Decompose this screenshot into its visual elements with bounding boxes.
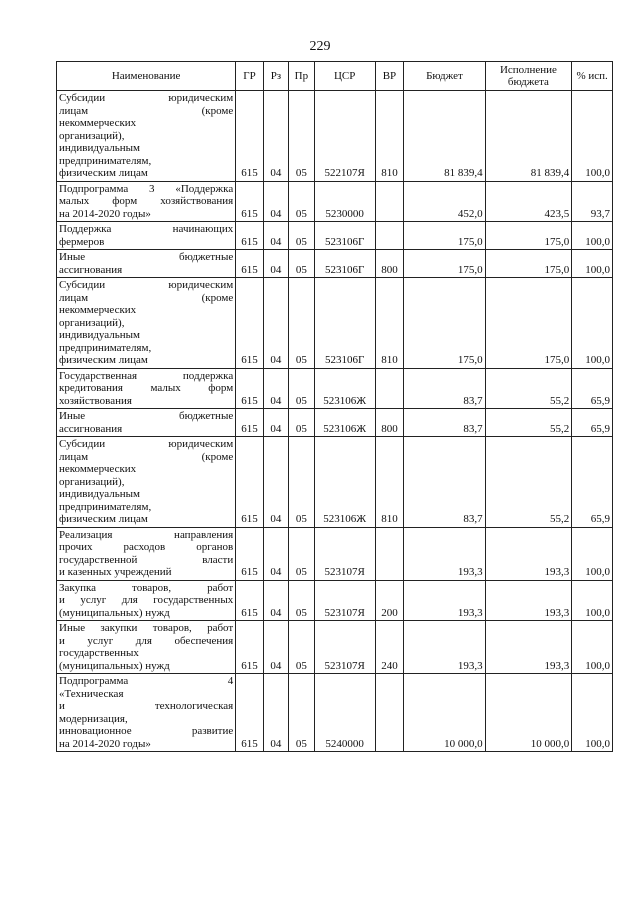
table-row [57, 527, 613, 580]
header-rz: Рз [263, 62, 288, 91]
row-name-line: предпринимателям, [59, 341, 152, 354]
cell-percent: 65,9 [572, 409, 613, 437]
cell-execution: 193,3 [485, 580, 572, 621]
cell-rz: 04 [263, 278, 288, 369]
cell-csr: 523106Ж [314, 409, 375, 437]
row-name-line: предпринимателям, [59, 154, 152, 167]
cell-gr: 615 [236, 437, 263, 528]
table-row [57, 181, 613, 222]
cell-execution: 193,3 [485, 621, 572, 674]
cell-percent: 100,0 [572, 621, 613, 674]
cell-pr: 05 [289, 181, 314, 222]
cell-pr: 05 [289, 409, 314, 437]
cell-rz: 04 [263, 222, 288, 250]
row-name-line: малых форм хозяйствования [59, 195, 234, 207]
cell-percent: 93,7 [572, 181, 613, 222]
header-gr: ГР [236, 62, 263, 91]
header-vr: ВР [375, 62, 404, 91]
table-row [57, 621, 613, 674]
row-name [57, 368, 236, 409]
cell-percent: 100,0 [572, 250, 613, 278]
cell-vr [375, 368, 404, 409]
row-name-line: государственных [59, 647, 139, 659]
header-csr: ЦСР [314, 62, 375, 91]
row-name [57, 278, 236, 369]
cell-execution: 423,5 [485, 181, 572, 222]
cell-rz: 04 [263, 527, 288, 580]
cell-csr: 523106Г [314, 250, 375, 278]
row-name-line: и казенных учреждений [59, 566, 172, 578]
row-name-line: Субсидии юридическим [59, 279, 234, 291]
cell-gr: 615 [236, 222, 263, 250]
cell-rz: 04 [263, 674, 288, 752]
cell-pr: 05 [289, 222, 314, 250]
cell-rz: 04 [263, 368, 288, 409]
cell-csr: 5230000 [314, 181, 375, 222]
row-name-line: индивидуальным [59, 329, 141, 341]
cell-budget: 81 839,4 [404, 91, 485, 182]
cell-pr: 05 [289, 91, 314, 182]
row-name-line: ассигнования [59, 422, 123, 435]
table-row [57, 674, 613, 752]
cell-execution: 175,0 [485, 278, 572, 369]
row-name-line: Подпрограмма 4 [59, 675, 234, 687]
cell-gr: 615 [236, 580, 263, 621]
table-row [57, 409, 613, 437]
table-row [57, 222, 613, 250]
row-name [57, 437, 236, 528]
cell-percent: 65,9 [572, 437, 613, 528]
cell-percent: 100,0 [572, 222, 613, 250]
row-name-line: модернизация, [59, 712, 128, 725]
header-budget: Бюджет [404, 62, 485, 91]
row-name-line: физическим лицам [59, 354, 148, 366]
row-name-line: Поддержка начинающих [59, 223, 234, 235]
cell-csr: 5240000 [314, 674, 375, 752]
cell-budget: 175,0 [404, 278, 485, 369]
cell-pr: 05 [289, 674, 314, 752]
table-row [57, 250, 613, 278]
row-name-line: и услуг для государственных [59, 594, 234, 606]
table-header-row [57, 62, 613, 91]
cell-budget: 193,3 [404, 580, 485, 621]
cell-vr [375, 181, 404, 222]
cell-budget: 452,0 [404, 181, 485, 222]
row-name-line: некоммерческих [59, 304, 137, 316]
cell-vr: 800 [375, 409, 404, 437]
cell-gr: 615 [236, 250, 263, 278]
cell-csr: 523106Г [314, 222, 375, 250]
cell-gr: 615 [236, 527, 263, 580]
cell-budget: 193,3 [404, 621, 485, 674]
cell-budget: 10 000,0 [404, 674, 485, 752]
header-percent: % исп. [572, 62, 613, 91]
row-name-line: Подпрограмма 3 «Поддержка [59, 182, 234, 195]
header-pr: Пр [289, 62, 314, 91]
page-number: 229 [309, 39, 331, 54]
cell-pr: 05 [289, 621, 314, 674]
row-name-line: Субсидии юридическим [59, 438, 234, 450]
row-name [57, 181, 236, 222]
row-name [57, 527, 236, 580]
row-name-line: предпринимателям, [59, 500, 152, 513]
cell-rz: 04 [263, 621, 288, 674]
row-name-line: лицам (кроме [59, 291, 234, 304]
row-name-line: Реализация направления [59, 528, 234, 541]
cell-vr: 810 [375, 278, 404, 369]
cell-execution: 55,2 [485, 437, 572, 528]
row-name-line: индивидуальным [59, 488, 141, 500]
cell-pr: 05 [289, 527, 314, 580]
cell-csr: 523106Ж [314, 437, 375, 528]
row-name-line: «Техническая [59, 687, 124, 700]
cell-gr: 615 [236, 278, 263, 369]
cell-rz: 04 [263, 91, 288, 182]
row-name-line: инновационное развитие [59, 725, 234, 737]
cell-gr: 615 [236, 181, 263, 222]
cell-pr: 05 [289, 580, 314, 621]
cell-execution: 193,3 [485, 527, 572, 580]
row-name [57, 222, 236, 250]
row-name [57, 580, 236, 621]
cell-pr: 05 [289, 368, 314, 409]
cell-vr: 240 [375, 621, 404, 674]
row-name-line: на 2014-2020 годы» [59, 207, 151, 220]
row-name [57, 674, 236, 752]
row-name-line: кредитования малых форм [59, 382, 234, 394]
row-name-line: Закупка товаров, работ [59, 581, 234, 594]
cell-rz: 04 [263, 250, 288, 278]
row-name-line: ассигнования [59, 263, 123, 276]
row-name-line: Иные закупки товаров, работ [59, 622, 234, 634]
cell-vr: 200 [375, 580, 404, 621]
cell-budget: 83,7 [404, 437, 485, 528]
table-row [57, 580, 613, 621]
row-name-line: (муниципальных) нужд [59, 606, 170, 619]
cell-execution: 55,2 [485, 368, 572, 409]
cell-budget: 193,3 [404, 527, 485, 580]
cell-percent: 100,0 [572, 278, 613, 369]
cell-rz: 04 [263, 437, 288, 528]
row-name-line: физическим лицам [59, 167, 148, 179]
row-name-line: Государственная поддержка [59, 369, 234, 382]
row-name-line: организаций), [59, 475, 125, 488]
cell-csr: 523106Ж [314, 368, 375, 409]
cell-pr: 05 [289, 250, 314, 278]
row-name-line: Иные бюджетные [59, 410, 234, 422]
row-name-line: индивидуальным [59, 142, 141, 154]
table-row [57, 278, 613, 369]
cell-execution: 10 000,0 [485, 674, 572, 752]
row-name-line: на 2014-2020 годы» [59, 737, 151, 750]
table-row [57, 368, 613, 409]
row-name-line: и технологическая [59, 700, 234, 712]
cell-execution: 175,0 [485, 222, 572, 250]
cell-pr: 05 [289, 437, 314, 528]
cell-vr [375, 527, 404, 580]
cell-percent: 100,0 [572, 91, 613, 182]
cell-budget: 83,7 [404, 409, 485, 437]
cell-gr: 615 [236, 368, 263, 409]
row-name-line: лицам (кроме [59, 104, 234, 117]
row-name-line: лицам (кроме [59, 450, 234, 463]
cell-pr: 05 [289, 278, 314, 369]
cell-csr: 523106Г [314, 278, 375, 369]
cell-execution: 81 839,4 [485, 91, 572, 182]
cell-vr [375, 222, 404, 250]
row-name-line: некоммерческих [59, 463, 137, 475]
row-name [57, 621, 236, 674]
row-name-line: Субсидии юридическим [59, 92, 234, 104]
cell-execution: 55,2 [485, 409, 572, 437]
cell-rz: 04 [263, 181, 288, 222]
row-name [57, 409, 236, 437]
cell-percent: 100,0 [572, 674, 613, 752]
cell-percent: 100,0 [572, 580, 613, 621]
row-name-line: прочих расходов органов [59, 541, 234, 553]
cell-budget: 175,0 [404, 250, 485, 278]
cell-percent: 65,9 [572, 368, 613, 409]
cell-rz: 04 [263, 409, 288, 437]
row-name-line: фермеров [59, 235, 105, 248]
cell-csr: 523107Я [314, 580, 375, 621]
row-name-line: хозяйствования [59, 394, 132, 407]
cell-csr: 522107Я [314, 91, 375, 182]
header-execution: Исполнение бюджета [485, 62, 572, 91]
cell-gr: 615 [236, 674, 263, 752]
cell-vr [375, 674, 404, 752]
cell-csr: 523107Я [314, 527, 375, 580]
table-body [57, 91, 613, 752]
cell-rz: 04 [263, 580, 288, 621]
cell-vr: 800 [375, 250, 404, 278]
row-name [57, 250, 236, 278]
cell-gr: 615 [236, 91, 263, 182]
row-name [57, 91, 236, 182]
cell-percent: 100,0 [572, 527, 613, 580]
cell-vr: 810 [375, 437, 404, 528]
row-name-line: (муниципальных) нужд [59, 659, 170, 672]
row-name-line: организаций), [59, 316, 125, 329]
header-name: Наименование [57, 62, 236, 91]
row-name-line: некоммерческих [59, 117, 137, 129]
table-row [57, 437, 613, 528]
row-name-line: государственной власти [59, 553, 234, 566]
cell-vr: 810 [375, 91, 404, 182]
cell-execution: 175,0 [485, 250, 572, 278]
cell-csr: 523107Я [314, 621, 375, 674]
table-row [57, 91, 613, 182]
row-name-line: физическим лицам [59, 513, 148, 525]
row-name-line: организаций), [59, 129, 125, 142]
cell-budget: 175,0 [404, 222, 485, 250]
row-name-line: и услуг для обеспечения [59, 634, 234, 647]
cell-budget: 83,7 [404, 368, 485, 409]
cell-gr: 615 [236, 409, 263, 437]
cell-gr: 615 [236, 621, 263, 674]
budget-table [56, 61, 613, 752]
row-name-line: Иные бюджетные [59, 251, 234, 263]
